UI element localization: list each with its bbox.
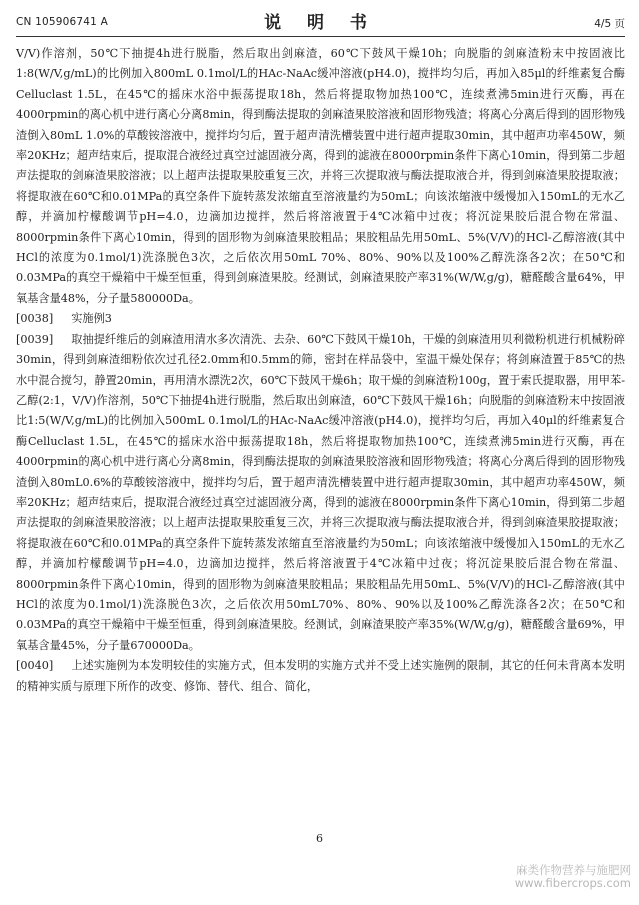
- document-body: [16, 44, 625, 697]
- watermark-url: www.fibercrops.com: [514, 876, 631, 890]
- paragraph-text: 上述实施例为本发明较佳的实施方式，但本发明的实施方式并不受上述实施例的限制，其它的任何未背离本发明的精神实质与原理下所作的改变、修饰、替代、组合、简化，: [16, 659, 625, 693]
- page-indicator: 4/5 页: [594, 18, 625, 30]
- paragraph-tag: [0040]: [16, 659, 54, 673]
- paragraph-0040: [16, 656, 625, 697]
- example-heading: 实施例3: [71, 312, 112, 326]
- document-title: 说 明 书: [264, 13, 377, 33]
- paragraph-text: 取抽提纤维后的剑麻渣用清水多次清洗、去杂、60℃下鼓风干燥10h，干燥的剑麻渣用贝利微粉机进行机械粉碎30min，得到剑麻渣细粉依次过孔径2.0mm和0.5mm的筛，密封在样品袋中，室温干燥处保存；将剑麻渣置于85℃的热水中混合搅匀，静置20min，再用清水漂洗2次，60℃下鼓风干燥6h；取干燥的剑麻渣粉100g，置于索氏提取器，用甲苯-乙醇(2:1，V/V)作溶剂，50℃下抽提4h进行脱脂，然后取出剑麻渣，60℃下鼓风干燥16h；向脱脂的剑麻渣粉末中按固液比1:5(W/V,g/mL)的比例加入500mL 0.1mol/L的HAc-NaAc缓冲溶液(pH4.0)，搅拌均匀后，再加入40μl的纤维素复合酶Celluclast 1.5L，在45℃的摇床水浴中振荡提取18h，然后将提取物加热100℃，连续煮沸5min进行灭酶，再在4000rpmin的离心机中进行离心分离8min，得到酶法提取的剑麻渣果胶溶液和固形物残渣；将离心分离后得到的固形物残渣倒入80mL0.6%的草酸铵溶液中，搅拌均匀后，置于超声清洗槽装置中进行超声提取30min，其中超声功率450W，频率20KHz；超声结束后，提取混合液经过真空过滤固液分离，得到的滤液在8000rpmin条件下离心10min，得到第二步超声法提取的剑麻渣果胶溶液；以上超声法提取果胶重复三次，并将三次提取液与酶法提取液合并，得到剑麻渣果胶提取液；将提取液在60℃和0.01MPa的真空条件下旋转蒸发浓缩直至溶液量约为50mL；向该浓缩液中缓慢加入150mL的无水乙醇，并滴加柠檬酸调节pH=4.0，边滴加边搅拌，然后将溶液置于4℃冰箱中过夜；将沉淀果胶后混合物在常温、8000rpmin条件下离心10min，得到的固形物为剑麻渣果胶粗品；果胶粗品先用50mL、5%(V/V)的HCl-乙醇溶液(其中HCl的浓度为0.1mol/1)洗涤脱色3次，之后依次用50mL70%、80%、90%以及100%乙醇洗涤各2次；在50℃和0.03MPa的真空干燥箱中干燥至恒重，得到剑麻渣果胶。经测试，剑麻渣果胶产率35%(W/W,g/g)，糖醛酸含量69%，甲氧基含量45%，分子量670000Da。: [16, 332, 625, 652]
- header-divider: [16, 36, 625, 37]
- patent-number: CN 105906741 A: [16, 16, 108, 28]
- paragraph-0039: [16, 330, 625, 657]
- paragraph-tag: [0039]: [16, 332, 54, 346]
- page-header: [16, 8, 625, 34]
- page-number: 6: [316, 832, 323, 845]
- paragraph-continued: [16, 44, 625, 309]
- paragraph-0038: [16, 309, 625, 329]
- site-watermark: [515, 864, 631, 890]
- paragraph-tag: [0038]: [16, 312, 54, 326]
- paragraph-text: V/V)作溶剂，50℃下抽提4h进行脱脂，然后取出剑麻渣，60℃下鼓风干燥10h；向脱脂的剑麻渣粉末中按固液比1:8(W/V,g/mL)的比例加入800mL 0.1mol/L的HAc-NaAc缓冲溶液(pH4.0)，搅拌均匀后，再加入85μl的纤维素复合酶Celluclast 1.5L，在45℃的摇床水浴中振荡提取18h，然后将提取物加热100℃，连续煮沸5min进行灭酶，再在4000rpmin的离心机中进行离心分离8min，得到酶法提取的剑麻渣果胶溶液和固形物残渣；将离心分离后得到的固形物残渣倒入80mL 1.0%的草酸铵溶液中，搅拌均匀后，置于超声清洗槽装置中进行超声提取30min，其中超声功率450W，频率20KHz；超声结束后，提取混合液经过真空过滤固液分离，得到的滤液在8000rpmin条件下离心10min，得到第二步超声法提取的剑麻渣果胶溶液；以上超声法提取果胶重复三次，并将三次提取液与酶法提取液合并，得到剑麻渣果胶提取液；将提取液在60℃和0.01MPa的真空条件下旋转蒸发浓缩直至溶液量约为50mL；向该浓缩液中缓慢加入150mL的无水乙醇，并滴加柠檬酸调节pH=4.0，边滴加边搅拌，然后将溶液置于4℃冰箱中过夜；将沉淀果胶后混合物在常温、8000rpmin条件下离心10min，得到的固形物为剑麻渣果胶粗品；果胶粗品先用50mL、5%(V/V)的HCl-乙醇溶液(其中HCl的浓度为0.1mol/1)洗涤脱色3次，之后依次用50mL 70%、80%、90%以及100%乙醇洗涤各2次；在50℃和0.03MPa的真空干燥箱中干燥至恒重，得到剑麻渣果胶。经测试，剑麻渣果胶产率31%(W/W,g/g)，糖醛酸含量64%，甲氧基含量48%，分子量580000Da。: [16, 47, 625, 305]
- watermark-title: 麻类作物营养与施肥网: [516, 863, 631, 877]
